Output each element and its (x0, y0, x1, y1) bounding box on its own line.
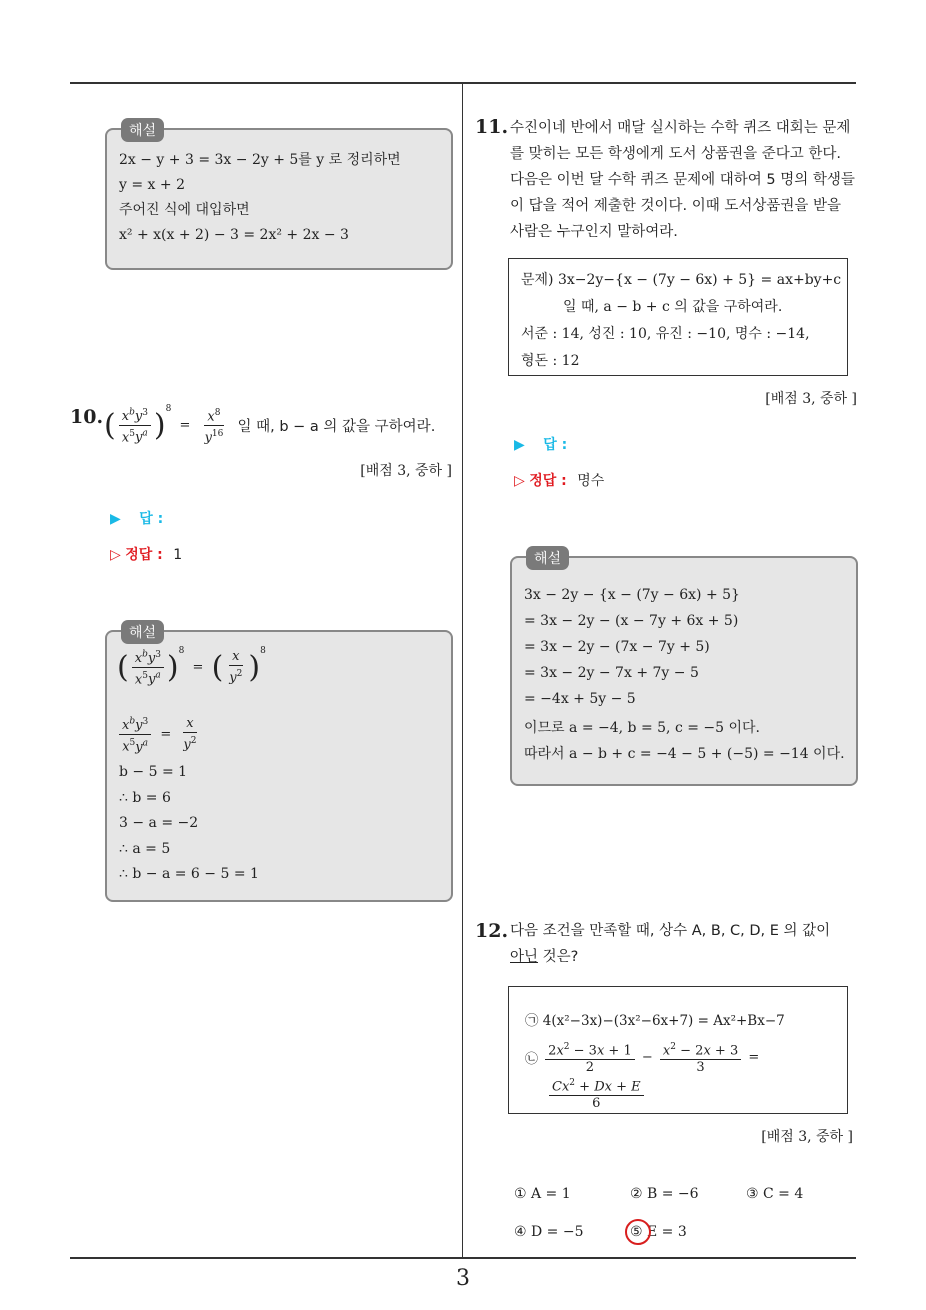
answer-circle-mark-icon (625, 1219, 651, 1245)
solution-tag: 해설 (526, 546, 569, 570)
q10-equation: ( $\frac{x^by^3}{x^5y^a}$ )$^8$ = $\frac{x^8}{y^{16}}$ 일 때, b − a 의 값을 구하여라. (104, 404, 436, 446)
page-number: 3 (456, 1266, 470, 1291)
solution-line: 2x − y + 3 = 3x − 2y + 5를 y 로 정리하면 (119, 152, 401, 168)
solution-line: = 3x − 2y − (x − 7y + 6x + 5) (524, 613, 739, 629)
correct-arrow-icon: ▷ (514, 473, 525, 489)
q12-number: 12. (475, 920, 509, 942)
box-line: ㉠ 4(x²−3x)−(3x²−6x+7) = Ax²+Bx−7 (525, 1013, 785, 1029)
q10-answer (110, 508, 163, 528)
q10-correct (110, 544, 182, 564)
solution-line: ∴ b − a = 6 − 5 = 1 (119, 866, 259, 882)
solution-line: 따라서 a − b + c = −4 − 5 + (−5) = −14 이다. (524, 746, 845, 762)
q11-solution-box (510, 551, 858, 786)
q11-text: 수진이네 반에서 매달 실시하는 수학 퀴즈 대회는 문제를 맞히는 모든 학생에게 도서 상품권을 준다고 한다. 다음은 이번 달 수학 퀴즈 문제에 대하여 5 명의 학생들이 답을 적어 제출한 것이다. 이때 도서상품권을 받을 사람은 누구인지 말하여라. (510, 120, 855, 240)
solution-tag: 해설 (121, 118, 164, 142)
q12-meta: [배점 3, 중하 ] (761, 1129, 853, 1145)
bottom-rule (70, 1257, 856, 1259)
column-divider (462, 84, 463, 1258)
q10-text: 일 때, b − a 의 값을 구하여라. (237, 419, 436, 435)
correct-label: 정답 : (125, 547, 163, 563)
box-equation-2: ㉡ $\frac{2x^2 - 3x + 1}{2}$ − $\frac{x^2 - 2x + 3}{3}$ = (525, 1039, 759, 1076)
box-line: 일 때, a − b + c 의 값을 구하여라. (563, 299, 783, 315)
top-rule (70, 82, 856, 84)
choice-1[interactable]: ① A = 1 (514, 1186, 571, 1202)
answer-arrow-icon: ▶ (514, 437, 525, 453)
solution-line: = −4x + 5y − 5 (524, 691, 636, 707)
solution-line: 이므로 a = −4, b = 5, c = −5 이다. (524, 720, 760, 736)
q11-number: 11. (475, 116, 509, 138)
q10-number: 10. (70, 406, 104, 428)
q12-text (510, 918, 860, 970)
box-equation-2b: $\frac{Cx^2 + Dx + E}{6}$ (549, 1075, 644, 1112)
solution-line: b − 5 = 1 (119, 764, 188, 780)
solution-line: = 3x − 2y − (7x − 7y + 5) (524, 639, 710, 655)
correct-label: 정답 : (529, 473, 567, 489)
solution-line: y = x + 2 (119, 177, 185, 193)
correct-value: 명수 (577, 473, 605, 489)
q10-meta: [배점 3, 중하 ] (360, 463, 452, 479)
q12-condition-box (508, 986, 848, 1114)
choice-2[interactable]: ② B = −6 (630, 1186, 699, 1202)
choice-4[interactable]: ④ D = −5 (514, 1224, 584, 1240)
box-line: 형돈 : 12 (521, 353, 580, 369)
q12-text-rest: 것은? (538, 949, 579, 965)
q12-text-underlined: 아닌 (510, 949, 539, 965)
q11-answer (514, 434, 567, 454)
solution-fraction-2: $\frac{x^by^3}{x^5y^a}$ = $\frac{x}{y^2}$ (119, 714, 202, 756)
q11-problem-box (508, 258, 848, 376)
answer-arrow-icon: ▶ (110, 511, 121, 527)
solution-line: ∴ a = 5 (119, 840, 171, 857)
answer-label: 답 : (139, 511, 164, 527)
solution-tag: 해설 (121, 620, 164, 644)
solution-line: x² + x(x + 2) − 3 = 2x² + 2x − 3 (119, 227, 349, 243)
q12-text-line1: 다음 조건을 만족할 때, 상수 A, B, C, D, E 의 값이 (510, 923, 831, 939)
q9-solution-box (105, 123, 453, 270)
box-line: 문제) 3x−2y−{x − (7y − 6x) + 5} = ax+by+c (521, 272, 842, 288)
solution-line: 주어진 식에 대입하면 (119, 202, 250, 218)
solution-fraction-1: ( $\frac{x^by^3}{x^5y^a}$ )$^8$ = ( $\frac{x}{y^2}$ )$^8$ (117, 646, 266, 688)
solution-line: 3 − a = −2 (119, 815, 199, 831)
correct-arrow-icon: ▷ (110, 547, 121, 563)
choice-5[interactable]: ⑤ E = 3 (630, 1224, 687, 1240)
solution-line: = 3x − 2y − 7x + 7y − 5 (524, 665, 699, 681)
choice-3[interactable]: ③ C = 4 (746, 1186, 804, 1202)
q11-correct (514, 470, 604, 490)
q10-solution-box (105, 625, 453, 902)
correct-value: 1 (173, 547, 183, 563)
solution-line: ∴ b = 6 (119, 789, 171, 806)
q11-meta: [배점 3, 중하 ] (765, 391, 857, 407)
answer-label: 답 : (543, 437, 568, 453)
solution-line: 3x − 2y − {x − (7y − 6x) + 5} (524, 587, 740, 603)
box-label: ㉡ (525, 1052, 539, 1068)
box-line: 서준 : 14, 성진 : 10, 유진 : −10, 명수 : −14, (521, 326, 810, 342)
